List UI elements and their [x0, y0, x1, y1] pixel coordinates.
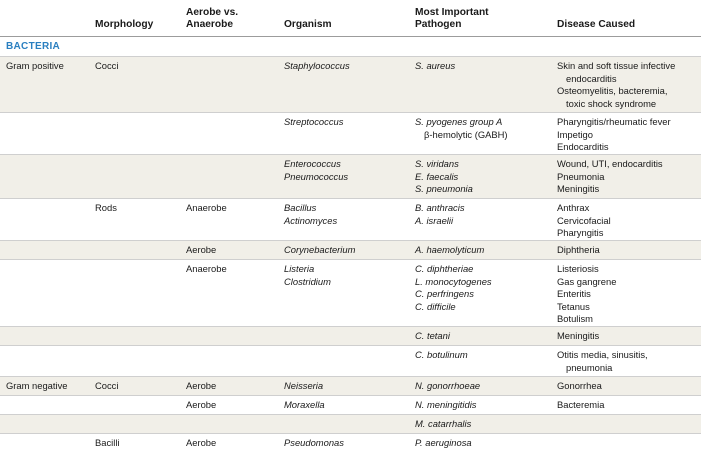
- cell-pathogen: [415, 349, 468, 362]
- cell-organism: [284, 202, 337, 227]
- cell-disease-line: Enteritis: [557, 288, 591, 299]
- cell-morphology-line: Cocci: [95, 380, 119, 391]
- cell-aerobe-anaerobe: [186, 244, 216, 257]
- cell-disease-line: Otitis media, sinusitis,: [557, 349, 648, 360]
- cell-pathogen-line: β-hemolytic (GABH): [424, 128, 508, 140]
- cell-organism-line: Clostridium: [284, 275, 331, 287]
- cell-gram-stain-line: Gram positive: [6, 60, 64, 71]
- cell-aerobe-anaerobe-line: Anaerobe: [186, 202, 227, 213]
- cell-disease: [557, 158, 663, 196]
- cell-disease-line: Botulism: [557, 313, 593, 324]
- cell-disease: [557, 399, 604, 412]
- table-row: [0, 414, 701, 433]
- cell-morphology-line: Cocci: [95, 60, 119, 71]
- table-row: [0, 326, 701, 345]
- cell-disease: [557, 202, 611, 240]
- cell-pathogen: [415, 116, 508, 141]
- cell-pathogen-line: A. israelii: [415, 214, 454, 226]
- cell-organism-line: Pseudomonas: [284, 437, 344, 448]
- header-pathogen: Most Important Pathogen: [415, 7, 489, 30]
- cell-aerobe-anaerobe-line: Aerobe: [186, 399, 217, 410]
- cell-pathogen: [415, 399, 476, 412]
- table-row: [0, 198, 701, 240]
- cell-morphology-line: Bacilli: [95, 437, 120, 448]
- cell-aerobe-anaerobe: [186, 380, 216, 393]
- cell-organism: [284, 437, 344, 450]
- cell-organism-line: Pneumococcus: [284, 170, 349, 182]
- cell-pathogen: [415, 202, 465, 227]
- cell-disease-line: Endocarditis: [557, 141, 609, 152]
- header-organism: Organism: [284, 19, 332, 30]
- cell-pathogen: [415, 380, 480, 393]
- cell-pathogen-line: L. monocytogenes: [415, 275, 492, 287]
- cell-disease-line: Bacteremia: [557, 399, 605, 410]
- cell-pathogen-line: N. gonorrhoeae: [415, 380, 481, 391]
- header-morphology: Morphology: [95, 19, 154, 30]
- cell-disease-line: Diphtheria: [557, 244, 600, 255]
- cell-aerobe-anaerobe: [186, 202, 227, 215]
- cell-disease-line: Skin and soft tissue infective: [557, 60, 676, 71]
- cell-pathogen-line: N. meningitidis: [415, 399, 477, 410]
- cell-pathogen: [415, 158, 473, 196]
- cell-organism-line: Neisseria: [284, 380, 324, 391]
- cell-pathogen-line: C. difficile: [415, 300, 456, 312]
- cell-gram-stain-line: Gram negative: [6, 380, 68, 391]
- cell-disease-line: pneumonia: [566, 361, 613, 373]
- cell-organism-line: Listeria: [284, 263, 315, 274]
- header-aerobe-anaerobe: Aerobe vs. Anaerobe: [186, 7, 239, 30]
- cell-organism-line: Enterococcus: [284, 158, 341, 169]
- cell-disease: [557, 244, 600, 257]
- cell-disease-line: Pneumonia: [557, 170, 605, 182]
- cell-disease-line: Pharyngitis/rheumatic fever: [557, 116, 671, 127]
- table-row: [0, 345, 701, 376]
- cell-pathogen-line: S. viridans: [415, 158, 459, 169]
- cell-pathogen-line: C. botulinum: [415, 349, 468, 360]
- cell-organism-line: Corynebacterium: [284, 244, 356, 255]
- cell-morphology: [95, 437, 120, 450]
- cell-organism-line: Streptococcus: [284, 116, 344, 127]
- cell-disease-line: Wound, UTI, endocarditis: [557, 158, 663, 169]
- cell-aerobe-anaerobe-line: Anaerobe: [186, 263, 227, 274]
- cell-morphology-line: Rods: [95, 202, 117, 213]
- cell-pathogen: [415, 244, 484, 257]
- header-disease: Disease Caused: [557, 19, 636, 30]
- cell-pathogen: [415, 418, 471, 431]
- cell-pathogen-line: A. haemolyticum: [415, 244, 485, 255]
- cell-disease-line: Gonorrhea: [557, 380, 602, 391]
- table-row: [0, 112, 701, 154]
- cell-pathogen: [415, 437, 472, 450]
- table-row: [0, 395, 701, 414]
- cell-pathogen-line: S. pyogenes group A: [415, 116, 503, 127]
- cell-morphology: [95, 380, 118, 393]
- cell-pathogen-line: E. faecalis: [415, 170, 459, 182]
- cell-disease-line: Tetanus: [557, 300, 590, 312]
- cell-disease-line: Osteomyelitis, bacteremia,: [557, 85, 668, 96]
- cell-disease-line: Anthrax: [557, 202, 590, 213]
- cell-gram-stain: [6, 60, 64, 73]
- cell-aerobe-anaerobe: [186, 437, 216, 450]
- cell-gram-stain: [6, 380, 68, 393]
- cell-organism: [284, 399, 325, 412]
- table-header: [0, 0, 701, 37]
- cell-organism-line: Actinomyces: [284, 214, 338, 226]
- cell-aerobe-anaerobe: [186, 399, 216, 412]
- cell-disease: [557, 116, 671, 154]
- cell-pathogen-line: C. tetani: [415, 330, 450, 341]
- cell-organism-line: Moraxella: [284, 399, 325, 410]
- cell-morphology: [95, 60, 118, 73]
- cell-disease: [557, 380, 602, 393]
- cell-disease: [557, 263, 616, 326]
- cell-organism: [284, 60, 350, 73]
- cell-disease-line: Pharyngitis: [557, 227, 604, 238]
- cell-disease-line: Gas gangrene: [557, 275, 617, 287]
- cell-disease: [557, 60, 675, 110]
- section-label-bacteria: BACTERIA: [6, 41, 61, 52]
- cell-pathogen-line: B. anthracis: [415, 202, 465, 213]
- cell-organism: [284, 244, 355, 257]
- cell-pathogen-line: S. aureus: [415, 60, 456, 71]
- cell-disease-line: endocarditis: [566, 72, 617, 84]
- table-row: [0, 376, 701, 395]
- cell-pathogen-line: C. diphtheriae: [415, 263, 474, 274]
- cell-organism: [284, 380, 323, 393]
- cell-aerobe-anaerobe-line: Aerobe: [186, 437, 217, 448]
- table-row: [0, 154, 701, 198]
- cell-pathogen-line: S. pneumonia: [415, 183, 473, 194]
- cell-aerobe-anaerobe-line: Aerobe: [186, 244, 217, 255]
- cell-organism: [284, 116, 343, 129]
- cell-morphology: [95, 202, 117, 215]
- cell-disease-line: Listeriosis: [557, 263, 599, 274]
- cell-pathogen: [415, 60, 455, 73]
- cell-organism: [284, 158, 348, 183]
- table-row: [0, 259, 701, 326]
- table-row: [0, 240, 701, 259]
- cell-disease-line: Impetigo: [557, 128, 593, 140]
- cell-pathogen-line: C. perfringens: [415, 288, 474, 299]
- cell-organism-line: Bacillus: [284, 202, 317, 213]
- cell-disease: [557, 349, 648, 374]
- cell-disease-line: Meningitis: [557, 183, 600, 194]
- table-row: [0, 56, 701, 112]
- cell-pathogen: [415, 263, 492, 313]
- cell-pathogen-line: M. catarrhalis: [415, 418, 472, 429]
- cell-organism-line: Staphylococcus: [284, 60, 350, 71]
- table-body: [0, 56, 701, 452]
- cell-pathogen: [415, 330, 450, 343]
- cell-disease-line: Cervicofacial: [557, 214, 611, 226]
- cell-organism: [284, 263, 331, 288]
- cell-aerobe-anaerobe: [186, 263, 227, 276]
- cell-disease-line: toxic shock syndrome: [566, 97, 657, 109]
- cell-disease-line: Meningitis: [557, 330, 600, 341]
- cell-pathogen-line: P. aeruginosa: [415, 437, 472, 448]
- table-row: [0, 433, 701, 452]
- cell-aerobe-anaerobe-line: Aerobe: [186, 380, 217, 391]
- cell-disease: [557, 330, 599, 343]
